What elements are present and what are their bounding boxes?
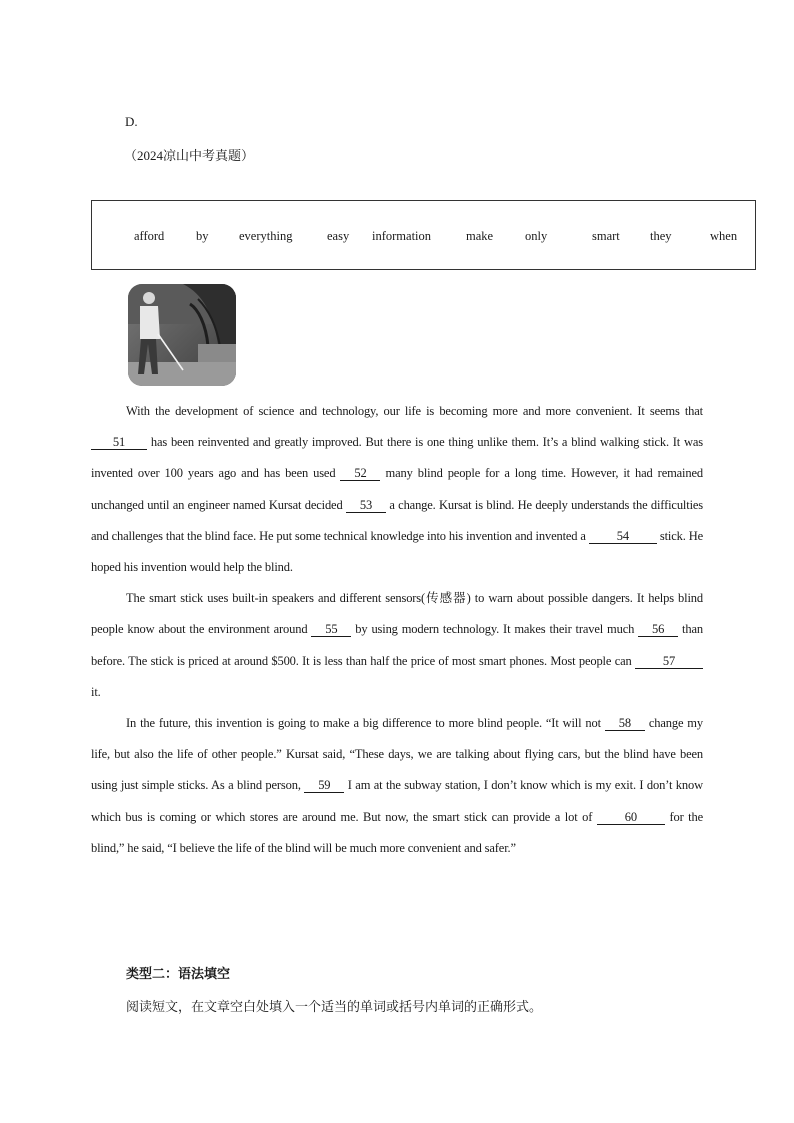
paragraph-1: With the development of science and technology, our life is becoming more and more convenient. It seems that 51 has been reinvented and greatly improved. But there is one thing unlike them. It’s a blind walking stick. It was invented over 100 years ago and has been used 52 many blind people for a long time. However, it had remained unchanged until an engineer named Kursat decided 53 a change. Kursat is blind. He deeply understands the difficulties and challenges that the blind face. He put some technical knowledge into his invention and invented a 54 stick. He hoped his invention would help the blind. bbox=[91, 404, 703, 575]
word-bank-item: make bbox=[466, 229, 494, 243]
instruction-text: 阅读短文，在文章空白处填入一个适当的单词或括号内单词的正确形式。 bbox=[126, 1000, 543, 1015]
blank-53[interactable]: 53 bbox=[346, 499, 386, 513]
blank-56[interactable]: 56 bbox=[638, 623, 678, 637]
blank-54[interactable]: 54 bbox=[589, 530, 657, 544]
word-bank-item: everything bbox=[239, 229, 293, 243]
section-heading: 类型二：语法填空 bbox=[126, 967, 231, 982]
blank-55[interactable]: 55 bbox=[311, 623, 351, 637]
blank-51[interactable]: 51 bbox=[91, 436, 147, 450]
paragraph-2: The smart stick uses built-in speakers and different sensors(传感器) to warn about possible dangers. It helps blind people know about the environment around 55 by using modern technology. It makes their travel much 56 than before. The stick is priced at around $500. It is less than half the price of most smart phones. Most people can 57 it. bbox=[91, 591, 703, 699]
word-bank-item: information bbox=[372, 229, 432, 243]
blank-57[interactable]: 57 bbox=[635, 655, 703, 669]
word-bank-item: easy bbox=[327, 229, 350, 243]
word-bank-item: smart bbox=[592, 229, 620, 243]
passage bbox=[91, 396, 703, 864]
blank-60[interactable]: 60 bbox=[597, 811, 665, 825]
word-bank-item: by bbox=[196, 229, 209, 243]
paragraph-3: In the future, this invention is going to make a big difference to more blind people. “It will not 58 change my life, but also the life of other people.” Kursat said, “These days, we are talking about flying cars, but the blind have been using just simple sticks. As a blind person, 59 I am at the subway station, I don’t know which is my exit. I don’t know which bus is coming or which stores are around me. But now, the smart stick can provide a lot of 60 for the blind,” he said, “I believe the life of the blind will be much more convenient and safer.” bbox=[91, 716, 703, 855]
word-bank-item: they bbox=[650, 229, 672, 243]
blank-59[interactable]: 59 bbox=[304, 779, 344, 793]
blank-52[interactable]: 52 bbox=[340, 467, 380, 481]
word-bank bbox=[91, 200, 756, 270]
source-note: （2024凉山中考真题） bbox=[124, 148, 255, 163]
word-bank-item: only bbox=[525, 229, 548, 243]
blank-58[interactable]: 58 bbox=[605, 717, 645, 731]
blind-man-photo bbox=[128, 284, 236, 386]
word-bank-item: when bbox=[710, 229, 738, 243]
word-bank-item: afford bbox=[134, 229, 165, 243]
section-label: D. bbox=[125, 114, 138, 129]
